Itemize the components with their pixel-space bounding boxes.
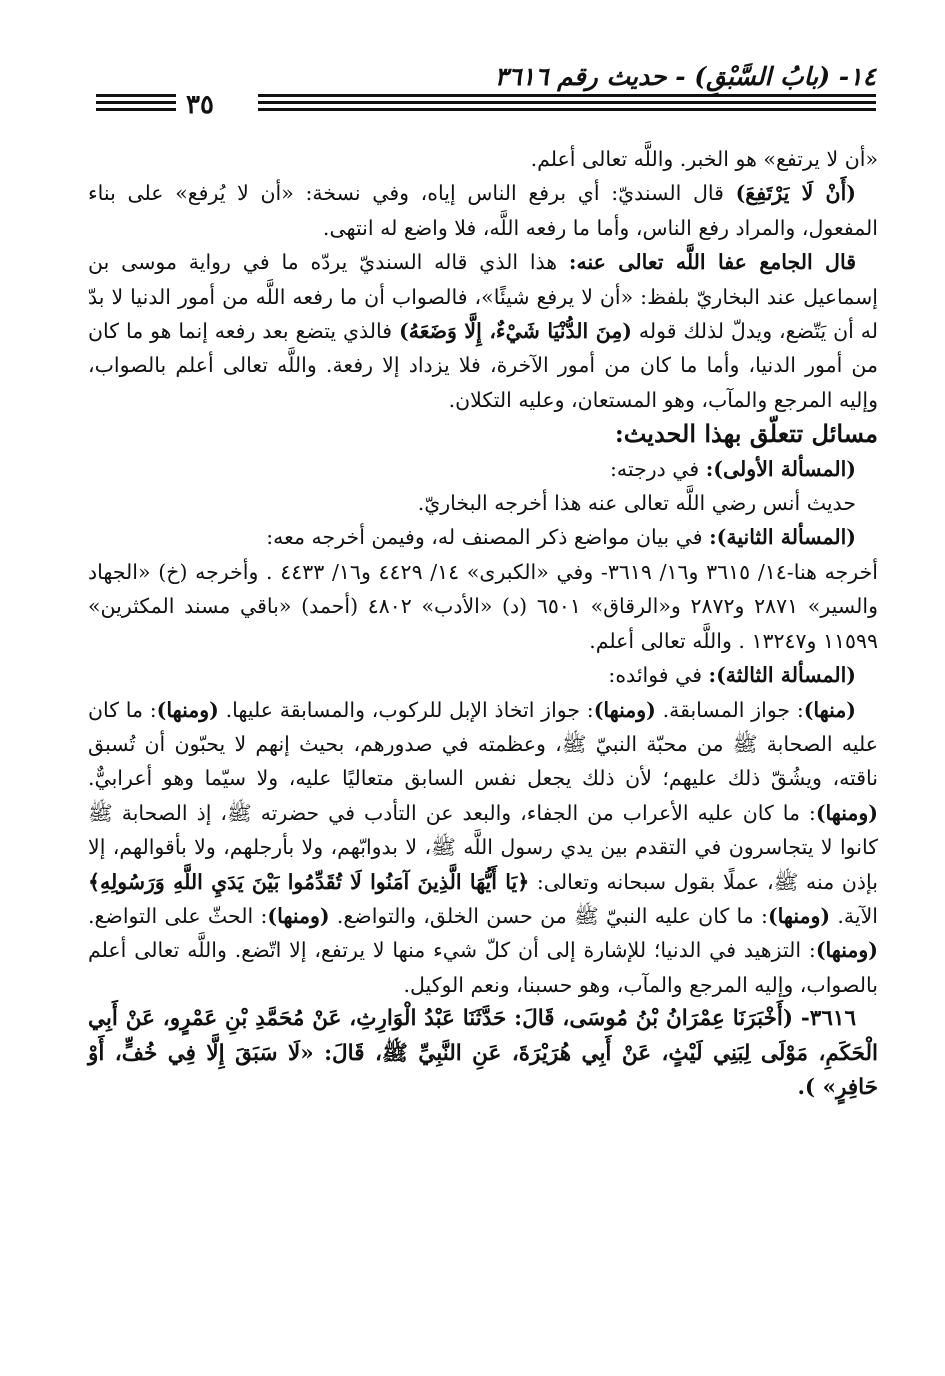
bold-text-run: مسائل تتعلّق بهذا الحديث: <box>614 419 878 449</box>
bold-text-run: (مِنَ الدُّنْيَا شَيْءٌ، إِلَّا وَضَعَهُ) <box>399 319 632 344</box>
text-run: فالذي يتضع بعد رفعه إنما هو ما كان من أمور الدنيا، وأما ما كان من أمور الآخرة، فلا يزداد إلا رفعة. واللَّه تعالى أعلم بالصواب، وإليه المرجع والمآب، وهو المستعان، وعليه التكلان. <box>88 319 878 412</box>
text-run: : ما كان عليه الأعراب من الجفاء، والبعد عن التأدب في حضرته ﷺ، إذ الصحابة ﷺ كانوا لا يتجاسرون في التقدم بين يدي رسول اللَّه ﷺ، لا بدوابّهم، ولا بأرجلهم، ولا بأقوالهم، إلا بإذن منه ﷺ، عملًا بقول سبحانه وتعالى: <box>88 800 879 894</box>
header-rule <box>96 94 176 97</box>
text-run: : ما كان عليه النبيّ ﷺ من حسن الخلق، والتواضع. <box>329 903 768 928</box>
text-run: في فوائده: <box>608 663 709 688</box>
paragraph <box>88 658 878 692</box>
bold-text-run: (ومنها) <box>156 697 219 722</box>
text-run: «أن لا يرتفع» هو الخبر. واللَّه تعالى أعلم. <box>530 147 878 171</box>
bold-text-run: ﴿يَا أَيُّهَا الَّذِينَ آمَنُوا لَا تُقَدِّمُوا بَيْنَ يَدَيِ اللَّهِ وَرَسُولِهِ﴾ <box>88 869 530 894</box>
header-rule <box>96 101 176 104</box>
body-text <box>88 142 878 1105</box>
bold-text-run: (المسألة الثانية): <box>709 525 856 550</box>
header-rule <box>258 108 876 111</box>
paragraph <box>88 555 878 658</box>
text-run: : جواز المسابقة. <box>655 697 804 722</box>
text-run: الآية. <box>830 903 878 928</box>
bold-text-run: (المسألة الأولى): <box>705 456 856 481</box>
text-run: قال السنديّ: أي برفع الناس إياه، وفي نسخة: «أن لا يُرفع» على بناء المفعول، والمراد رفع الناس، وأما ما رفعه اللَّه، فلا واضع له انتهى. <box>88 181 878 240</box>
paragraph <box>88 142 878 176</box>
page-header <box>96 62 876 120</box>
paragraph <box>88 486 878 520</box>
paragraph <box>88 693 878 1003</box>
text-run: : جواز اتخاذ الإبل للركوب، والمسابقة عليها. <box>218 697 594 722</box>
paragraph <box>88 176 878 245</box>
text-run: : ما كان عليه الصحابة ﷺ من محبّة النبيّ ﷺ، وعظمته في صدورهم، بحيث إنهم لا يحبّون أن تُسبق ناقته، ويشُقّ ذلك عليهم؛ لأن ذلك يجعل نفس السابق متعاليًا عليه، ولا سيّما وهو أعرابيٌّ. <box>88 697 878 791</box>
header-rule <box>258 94 876 97</box>
page-number: ٣٥ <box>186 90 214 120</box>
bold-text-run: (منها) <box>803 697 856 722</box>
paragraph <box>88 452 878 486</box>
running-title: ١٤- (بابُ السَّبْقِ) - حديث رقم ٣٦١٦ <box>494 62 876 91</box>
paragraph <box>88 245 878 417</box>
text-run: أخرجه هنا-١٤/ ٣٦١٥ و١٦/ ٣٦١٩- وفي «الكبرى» ١٤/ ٤٤٢٩ و١٦/ ٤٤٣٣ . وأخرجه (خ) «الجهاد والسير» ٢٨٧١ و٢٨٧٢ و«الرقاق» ٦٥٠١ (د) «الأدب» ٤٨٠٢ (أحمد) «باقي مسند المكثرين» ١١٥٩٩ و١٣٢٤٧ . واللَّه تعالى أعلم. <box>88 559 878 653</box>
text-run: حديث أنس رضي اللَّه تعالى عنه هذا أخرجه البخاريّ. <box>417 491 856 516</box>
text-run: : التزهيد في الدنيا؛ للإشارة إلى أن كلّ شيء منها لا يرتفع، إلا اتّضع. واللَّه تعالى أعلم بالصواب، وإليه المرجع والمآب، وهو حسبنا، ونعم الوكيل. <box>88 938 878 997</box>
section-heading <box>88 417 878 451</box>
text-run: في بيان مواضع ذكر المصنف له، وفيمن أخرجه معه: <box>266 525 710 550</box>
header-rule <box>258 101 876 104</box>
bold-text-run: (أَنْ لَا يَرْتَفِعَ) <box>735 181 857 206</box>
bold-text-run: ٣٦١٦- (أَخْبَرَنَا عِمْرَانُ بْنُ مُوسَى، قَالَ: حَدَّثَنَا عَبْدُ الْوَارِثِ، عَنْ مُحَمَّدِ بْنِ عَمْرٍو، عَنْ أَبِي الْحَكَمِ، مَوْلَى لِبَنِي لَيْثٍ، عَنْ أَبِي هُرَيْرَةَ، عَنِ النَّبِيِّ ﷺ، قَالَ: «لَا سَبَقَ إِلَّا فِي خُفٍّ، أَوْ حَافِرٍ» ). <box>88 1006 878 1100</box>
hadith-paragraph <box>88 1002 878 1105</box>
bold-text-run: (ومنها) <box>267 903 330 928</box>
bold-text-run: قال الجامع عفا اللَّه تعالى عنه: <box>568 250 856 275</box>
bold-text-run: (المسألة الثالثة): <box>708 663 856 688</box>
bold-text-run: (ومنها) <box>815 938 878 963</box>
bold-text-run: (ومنها) <box>815 800 878 825</box>
text-run: : الحثّ على التواضع. <box>88 903 268 928</box>
text-run: هذا الذي قاله السنديّ يردّه ما في رواية موسى بن إسماعيل عند البخاريّ بلفظ: «أن لا يرفع شيئًا»، فالصواب أن ما رفعه اللَّه من أمور الدنيا لا بدّ له أن يَتّضع، ويدلّ لذلك قوله <box>88 250 878 344</box>
bold-text-run: (ومنها) <box>593 697 656 722</box>
bold-text-run: (ومنها) <box>767 903 831 928</box>
text-run: في درجته: <box>609 456 706 481</box>
paragraph <box>88 520 878 554</box>
header-rule <box>96 108 176 111</box>
